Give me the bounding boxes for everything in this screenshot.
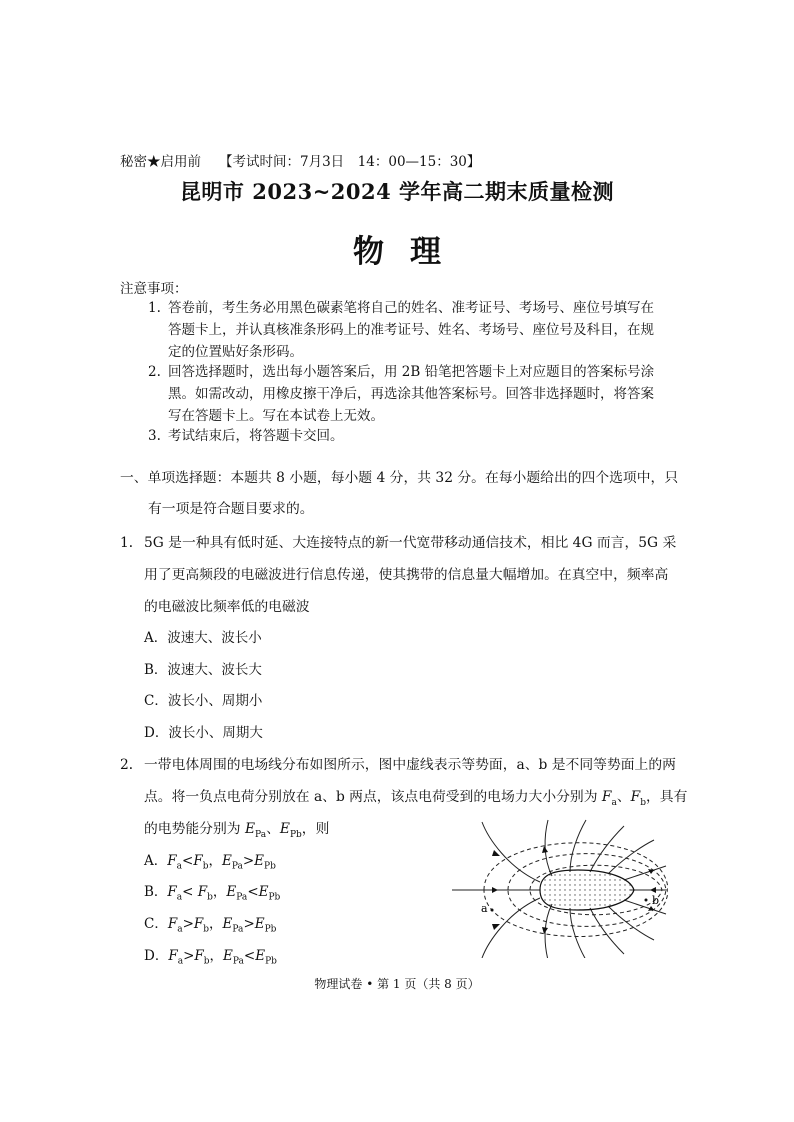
notice-line: 写在答题卡上。写在本试卷上无效。 <box>168 408 384 424</box>
q2-line3: 的电势能分别为 $E_{Pa}$、$E_{Pb}$，则 <box>144 821 330 840</box>
q1-option-d: D．波长小、周期大 <box>144 725 263 741</box>
q2-option-a: A．$F_a<F_b$，$E_{Pa}>E_{Pb}$ <box>144 853 276 872</box>
notice-title: 注意事项： <box>120 281 188 297</box>
q2-option-d: D．$F_a>F_b$，$E_{Pa}<E_{Pb}$ <box>144 948 277 967</box>
section-heading-line1: 一、单项选择题：本题共 8 小题，每小题 4 分，共 32 分。在每小题给出的四个选项中，只 <box>120 470 679 486</box>
q2-option-b: B．$F_a< F_b$，$E_{Pa}<E_{Pb}$ <box>144 884 281 903</box>
exam-time: 【考试时间：7月3日 14：00—15：30】 <box>219 154 481 170</box>
point-a-label: a <box>481 902 488 915</box>
q1-option-a: A．波速大、波长小 <box>144 630 262 646</box>
point-b-marker <box>645 899 648 902</box>
notice-item-2 <box>148 361 654 427</box>
notice-item-1 <box>148 297 654 363</box>
subject-title: 物理 <box>353 234 467 270</box>
notice-line: 回答选择题时，选出每小题答案后，用 2B 铅笔把答题卡上对应题目的答案标号涂 <box>168 364 655 380</box>
point-b-label: b <box>652 894 660 907</box>
q1-number: 1． <box>120 535 143 551</box>
point-a-marker <box>491 909 494 912</box>
page-footer: 物理试卷 • 第 1 页（共 8 页） <box>314 977 480 991</box>
q1-line: 用了更高频段的电磁波进行信息传递，使其携带的信息量大幅增加。在真空中，频率高 <box>144 567 669 583</box>
notice-line: 黑。如需改动，用橡皮擦干净后，再选涂其他答案标号。回答非选择题时，将答案 <box>168 386 654 402</box>
notice-line: 答题卡上，并认真核准条形码上的准考证号、姓名、考场号、座位号及科目，在规 <box>168 322 654 338</box>
notice-line: 定的位置贴好条形码。 <box>168 344 303 360</box>
page-title: 昆明市 2023~2024 学年高二期末质量检测 <box>179 179 615 204</box>
q2-line1: 一带电体周围的电场线分布如图所示，图中虚线表示等势面，a、b 是不同等势面上的两 <box>144 757 676 773</box>
notice-number: 3. <box>148 428 161 444</box>
notice-number: 2. <box>148 364 161 380</box>
electric-field-figure <box>448 818 668 958</box>
section-heading-line2: 有一项是符合题目要求的。 <box>148 501 314 517</box>
q2-option-c: C．$F_a>F_b$，$E_{Pa}>E_{Pb}$ <box>144 916 277 935</box>
q1-line: 5G 是一种具有低时延、大连接特点的新一代宽带移动通信技术，相比 4G 而言，5G 采 <box>144 535 677 551</box>
notice-number: 1. <box>148 300 161 316</box>
q2-number: 2． <box>120 757 143 773</box>
notice-item-3 <box>148 425 344 447</box>
q1-option-c: C．波长小、周期小 <box>144 693 263 709</box>
q2-line2: 点。将一负点电荷分别放在 a、b 两点，该点电荷受到的电场力大小分别为 $F_a$、$F_b$，具有 <box>144 789 688 808</box>
charged-body <box>540 870 634 910</box>
q1-option-b: B．波速大、波长大 <box>144 662 262 678</box>
q1-line: 的电磁波比频率低的电磁波 <box>144 599 310 615</box>
secret-label: 秘密★启用前 <box>120 154 201 170</box>
header-line <box>120 150 480 170</box>
notice-line: 答卷前，考生务必用黑色碳素笔将自己的姓名、准考证号、考场号、座位号填写在 <box>168 300 654 316</box>
notice-line: 考试结束后，将答题卡交回。 <box>168 428 344 444</box>
